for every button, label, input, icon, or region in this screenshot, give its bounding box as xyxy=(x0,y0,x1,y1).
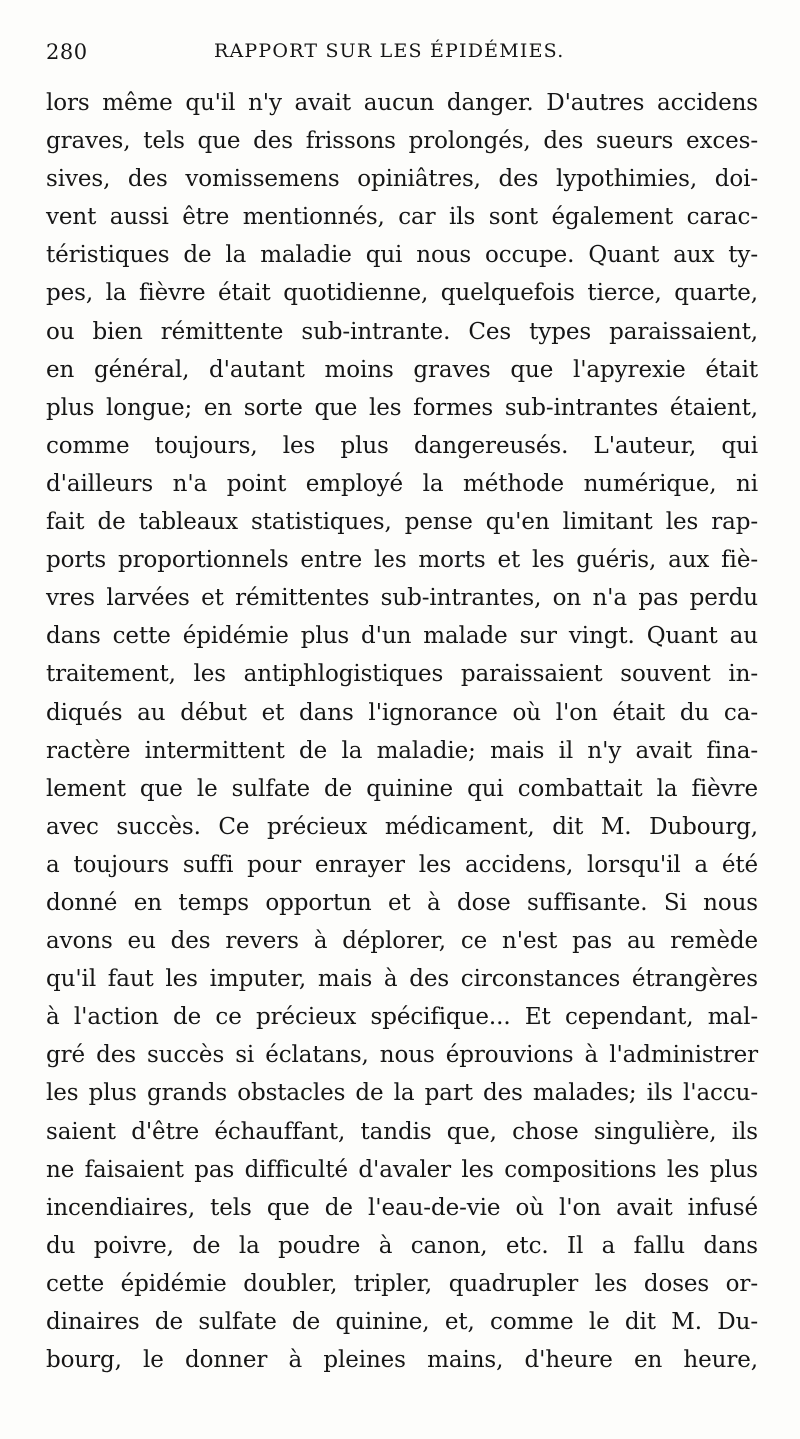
text-line: lement que le sulfate de quinine qui combattait la fièvre xyxy=(46,775,758,802)
text-line: gré des succès si éclatans, nous éprouvions à l'administrer xyxy=(46,1042,758,1069)
text-line: lors même qu'il n'y avait aucun danger. D'autres accidens xyxy=(46,90,758,116)
text-line: pes, la fièvre était quotidienne, quelquefois tierce, quarte, xyxy=(46,280,758,307)
text-line: ports proportionnels entre les morts et les guéris, aux fiè- xyxy=(46,547,758,574)
text-line: a toujours suffi pour enrayer les accidens, lorsqu'il a été xyxy=(46,851,758,878)
running-title: RAPPORT SUR LES ÉPIDÉMIES. xyxy=(214,40,565,62)
text-line: comme toujours, les plus dangereusés. L'auteur, qui xyxy=(46,432,758,459)
text-line: avec succès. Ce précieux médicament, dit M. Dubourg, xyxy=(46,813,758,840)
text-line: donné en temps opportun et à dose suffisante. Si nous xyxy=(46,889,758,916)
text-line: à l'action de ce précieux spécifique... Et cependant, mal- xyxy=(46,1004,758,1031)
running-head xyxy=(46,40,756,70)
text-line: vent aussi être mentionnés, car ils sont également carac- xyxy=(46,204,758,231)
text-line: téristiques de la maladie qui nous occupe. Quant aux ty- xyxy=(46,242,758,269)
body-text xyxy=(46,84,758,1379)
text-line: ractère intermittent de la maladie; mais il n'y avait fina- xyxy=(46,737,758,764)
text-line: cette épidémie doubler, tripler, quadrupler les doses or- xyxy=(46,1270,758,1297)
text-line: d'ailleurs n'a point employé la méthode numérique, ni xyxy=(46,470,758,497)
text-line: fait de tableaux statistiques, pense qu'en limitant les rap- xyxy=(46,509,758,536)
text-line: plus longue; en sorte que les formes sub-intrantes étaient, xyxy=(46,394,758,421)
text-line: incendiaires, tels que de l'eau-de-vie où l'on avait infusé xyxy=(46,1194,758,1221)
text-line: ne faisaient pas difficulté d'avaler les compositions les plus xyxy=(46,1156,758,1183)
text-line: en général, d'autant moins graves que l'apyrexie était xyxy=(46,356,758,383)
text-line: ou bien rémittente sub-intrante. Ces types paraissaient, xyxy=(46,318,758,345)
text-line: traitement, les antiphlogistiques paraissaient souvent in- xyxy=(46,661,758,688)
text-line: dans cette épidémie plus d'un malade sur vingt. Quant au xyxy=(46,623,758,650)
text-line: dinaires de sulfate de quinine, et, comme le dit M. Du- xyxy=(46,1309,758,1335)
text-line: vres larvées et rémittentes sub-intrantes, on n'a pas perdu xyxy=(46,585,758,612)
text-line: du poivre, de la poudre à canon, etc. Il a fallu dans xyxy=(46,1232,758,1259)
text-line: avons eu des revers à déplorer, ce n'est pas au remède xyxy=(46,928,758,955)
text-line: graves, tels que des frissons prolongés, des sueurs exces- xyxy=(46,128,758,155)
text-line: les plus grands obstacles de la part des malades; ils l'accu- xyxy=(46,1080,758,1107)
text-line: saient d'être échauffant, tandis que, chose singulière, ils xyxy=(46,1118,758,1145)
text-line: bourg, le donner à pleines mains, d'heure en heure, xyxy=(46,1347,758,1374)
text-line: qu'il faut les imputer, mais à des circonstances étrangères xyxy=(46,966,758,993)
page-number: 280 xyxy=(46,40,88,64)
text-line: diqués au début et dans l'ignorance où l'on était du ca- xyxy=(46,699,758,726)
text-line: sives, des vomissemens opiniâtres, des lypothimies, doi- xyxy=(46,166,758,193)
